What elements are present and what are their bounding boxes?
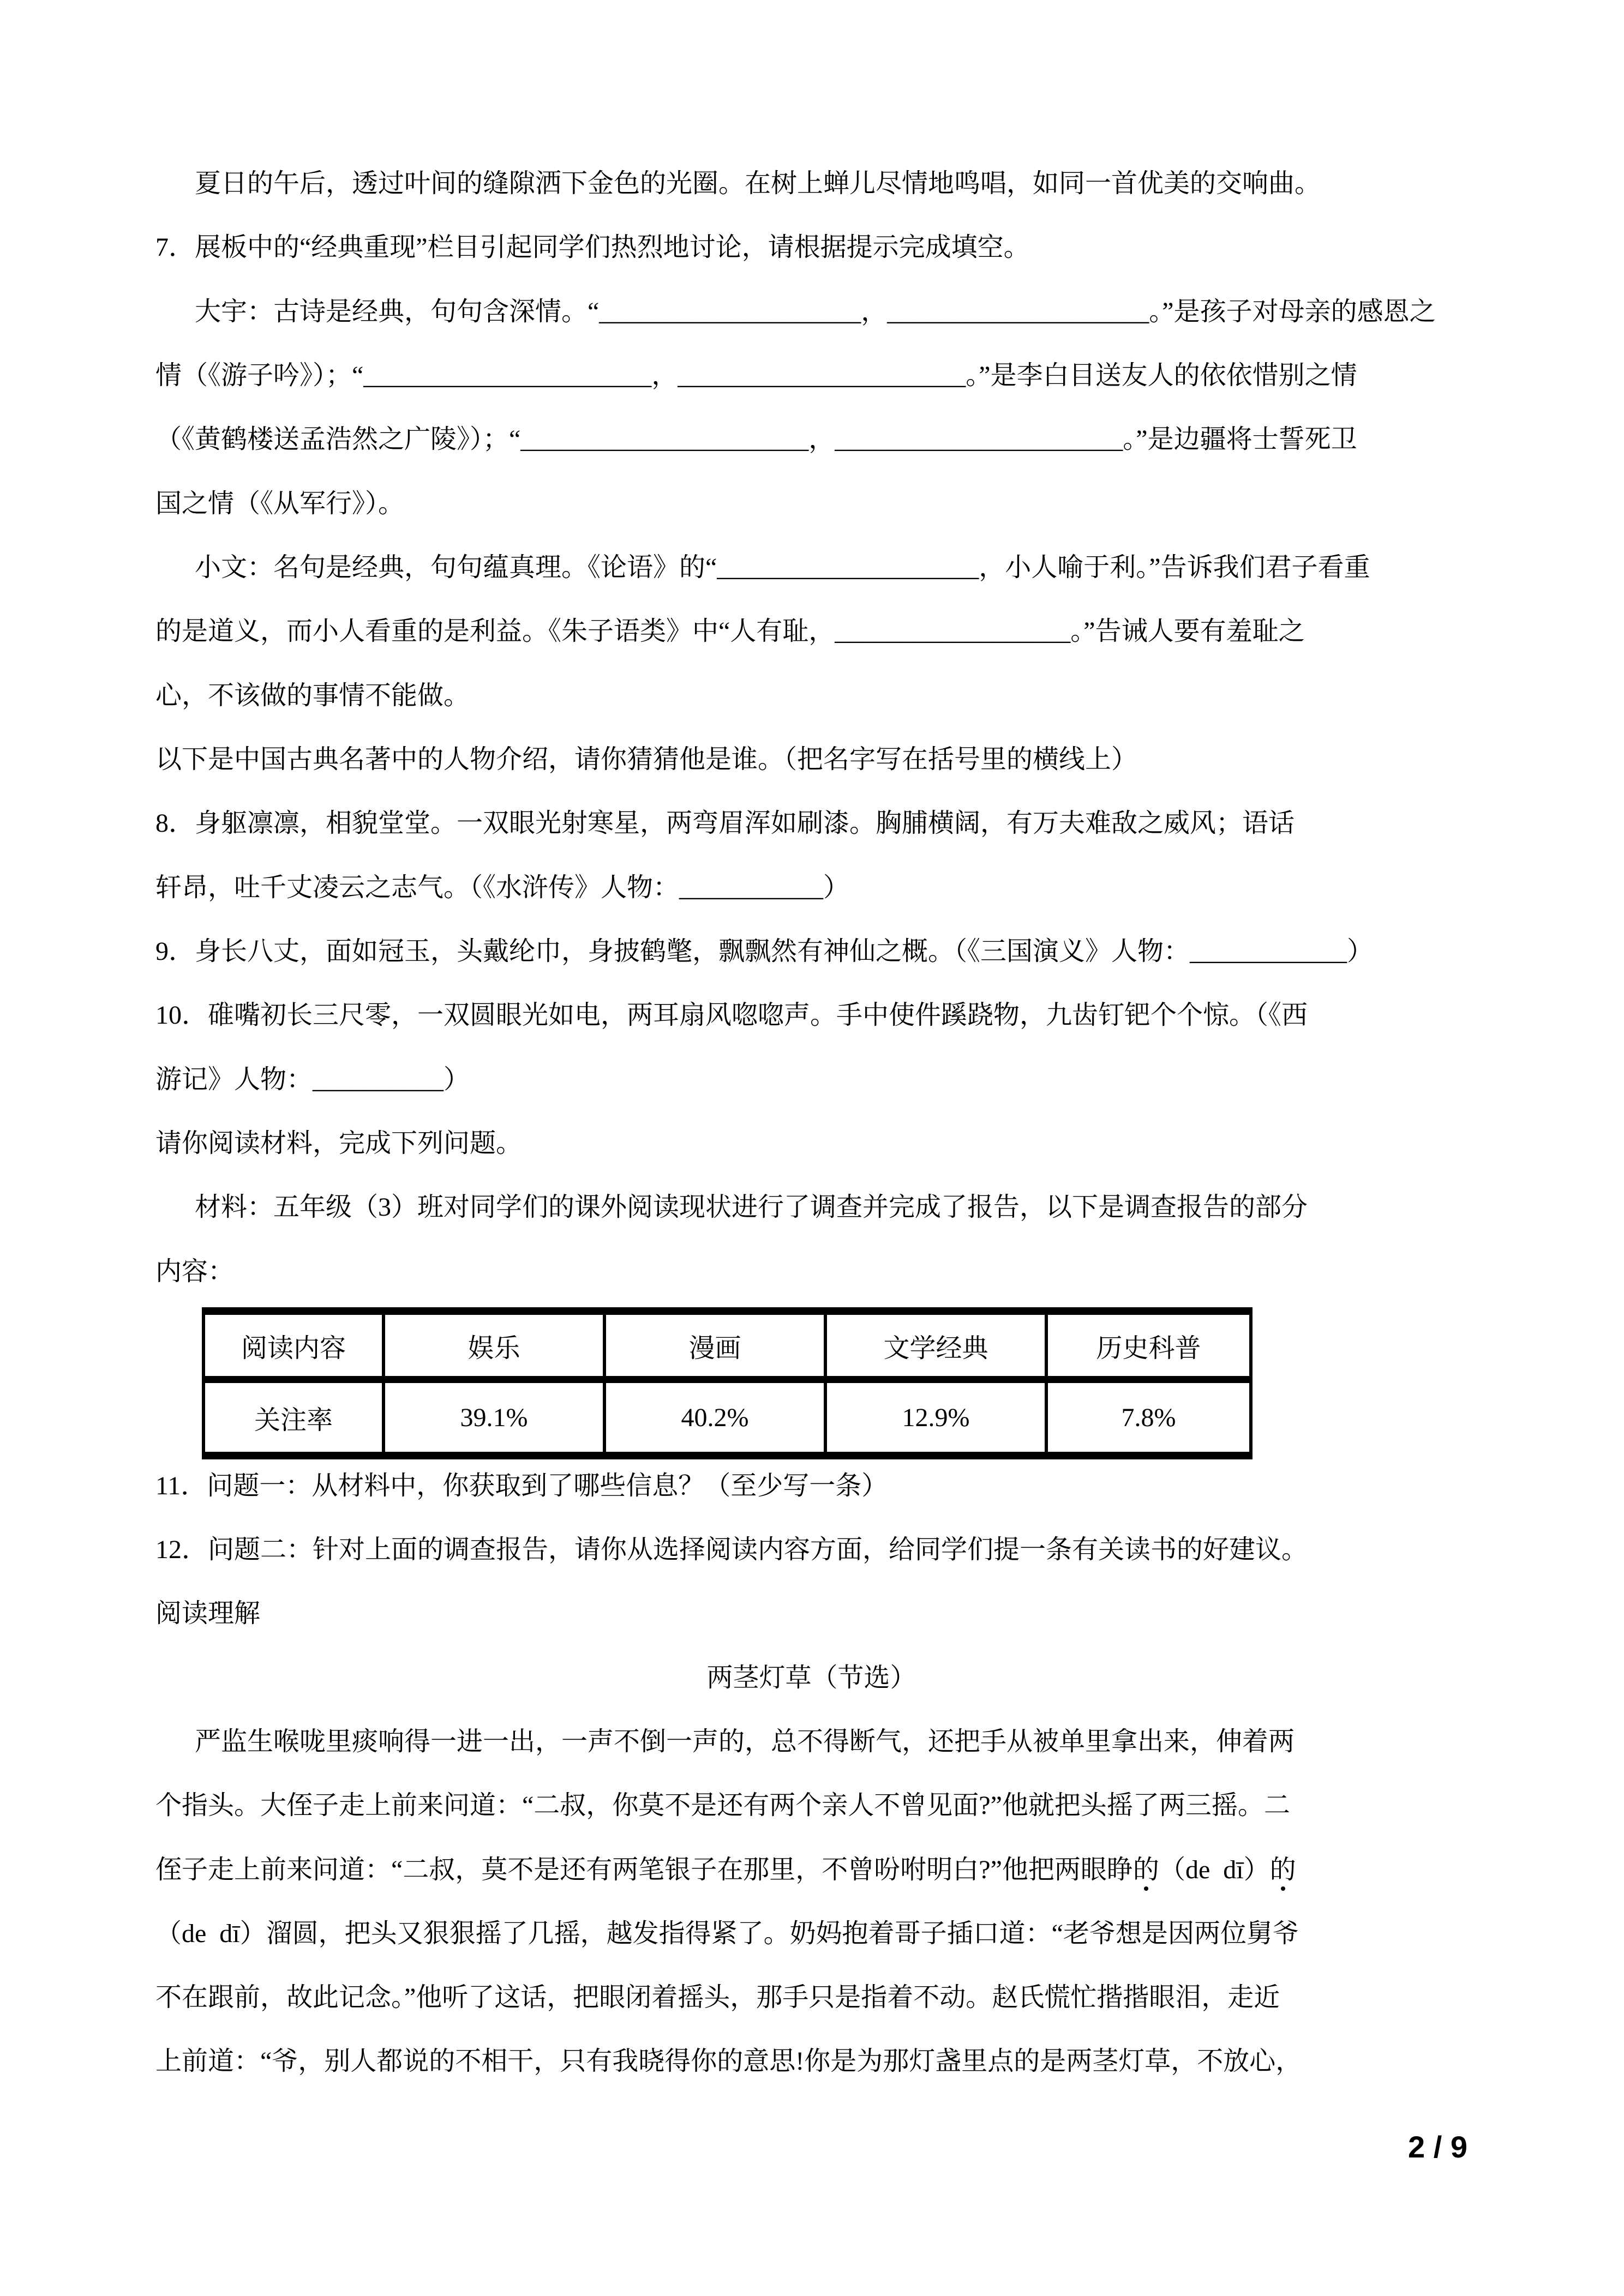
table-header-cell: 阅读内容 (203, 1311, 383, 1380)
dayu-dialogue-line-3: （《黄鹤楼送孟浩然之广陵》）；“______________________，______________________。”是边疆将士誓死卫 (155, 425, 1357, 454)
passage-line-3 (155, 1838, 1476, 1902)
table-data-cell: 7.8% (1046, 1380, 1251, 1456)
xiaowen-dialogue-line-1: 小文：名句是经典，句句蕴真理。《论语》的“____________________，小人喻于利。”告诉我们君子看重 (195, 553, 1370, 582)
question-9-stem: 9．身长八丈，面如冠玉，头戴纶巾，身披鹤氅，飘飘然有神仙之概。（《三国演义》人物：____________） (155, 937, 1374, 966)
question-8-stem: 8．身躯凛凛，相貌堂堂。一双眼光射寒星，两弯眉浑如刷漆。胸脯横阔，有万夫难敌之威风；语话 (155, 809, 1295, 838)
table-header-cell: 历史科普 (1046, 1311, 1251, 1380)
material-intro: 请你阅读材料，完成下列问题。 (155, 1129, 523, 1158)
material-description-1: 材料：五年级（3）班对同学们的课外阅读现状进行了调查并完成了报告，以下是调查报告的部分 (195, 1193, 1308, 1222)
passage-line-5: 不在跟前，故此记念。”他听了这话，把眼闭着摇头，那手只是指着不动。赵氏慌忙揩揩眼泪，走近 (155, 1983, 1280, 2012)
dayu-dialogue-line-2: 情（《游子吟》）；“______________________，______________________。”是李白目送友人的依依惜别之情 (155, 361, 1357, 390)
table-data-cell: 12.9% (825, 1380, 1046, 1456)
table-header-row (203, 1311, 1251, 1380)
xiaowen-dialogue-line-2: 的是道义，而小人看重的是利益。《朱子语类》中“人有耻，__________________。”告诫人要有羞耻之 (155, 617, 1305, 646)
passage-line-2: 个指头。大侄子走上前来问道：“二叔，你莫不是还有两个亲人不曾见面?”他就把头摇了两三摇。二 (155, 1791, 1290, 1820)
table-data-cell: 39.1% (383, 1380, 604, 1456)
pinyin-choice: （de dī） (1159, 1855, 1270, 1884)
survey-table (202, 1307, 1253, 1459)
question-8-continuation: 轩昂，吐千丈凌云之志气。（《水浒传》人物：___________） (155, 873, 850, 902)
material-description-2: 内容： (155, 1257, 235, 1286)
emphasized-de-character: 的 (1270, 1838, 1296, 1902)
page-number: 2 / 9 (1408, 2130, 1467, 2164)
passage-line-1: 严监生喉咙里痰响得一进一出，一声不倒一声的，总不得断气，还把手从被单里拿出来，伸着两 (195, 1727, 1295, 1756)
question-10-stem: 10．碓嘴初长三尺零，一双圆眼光如电，两耳扇风唿唿声。手中使件蹊跷物，九齿钉钯个个惊。（《西 (155, 1001, 1308, 1030)
passage-line-3-text: 侄子走上前来问道：“二叔，莫不是还有两笔银子在那里，不曾吩咐明白?”他把两眼睁 (155, 1855, 1133, 1884)
character-guess-intro: 以下是中国古典名著中的人物介绍，请你猜猜他是谁。（把名字写在括号里的横线上） (155, 745, 1138, 774)
table-header-cell: 文学经典 (825, 1311, 1046, 1380)
table-header-cell: 娱乐 (383, 1311, 604, 1380)
question-12-stem: 12．问题二：针对上面的调查报告，请你从选择阅读内容方面，给同学们提一条有关读书的好建议。 (155, 1535, 1308, 1564)
dayu-dialogue-line-1: 大宇：古诗是经典，句句含深情。“____________________，____________________。”是孩子对母亲的感恩之 (195, 297, 1436, 326)
passage-line-4: （de dī）溜圆，把头又狠狠摇了几摇，越发指得紧了。奶妈抱着哥子插口道：“老爷想是因两位舅爷 (155, 1919, 1299, 1948)
xiaowen-dialogue-line-3: 心，不该做的事情不能做。 (155, 681, 470, 710)
table-data-row (203, 1380, 1251, 1456)
question-11-stem: 11．问题一：从材料中，你获取到了哪些信息？（至少写一条） (155, 1471, 888, 1500)
dayu-dialogue-line-4: 国之情（《从军行》）。 (155, 489, 405, 518)
passage-title: 两茎灯草（节选） (706, 1663, 916, 1692)
passage-line-6: 上前道：“爷，别人都说的不相干，只有我晓得你的意思!你是为那灯盏里点的是两茎灯草，不放心， (155, 2047, 1302, 2076)
question-10-continuation: 游记》人物：__________） (155, 1065, 470, 1094)
table-data-cell: 关注率 (203, 1380, 383, 1456)
emphasized-de-character: 的 (1133, 1838, 1159, 1902)
table-header-cell: 漫画 (604, 1311, 825, 1380)
question-7-stem: 7．展板中的“经典重现”栏目引起同学们热烈地讨论，请根据提示完成填空。 (155, 233, 1030, 262)
essay-closing-line: 夏日的午后，透过叶间的缝隙洒下金色的光圈。在树上蝉儿尽情地鸣唱，如同一首优美的交响曲。 (195, 169, 1321, 198)
section-heading-reading: 阅读理解 (155, 1599, 261, 1628)
table-data-cell: 40.2% (604, 1380, 825, 1456)
